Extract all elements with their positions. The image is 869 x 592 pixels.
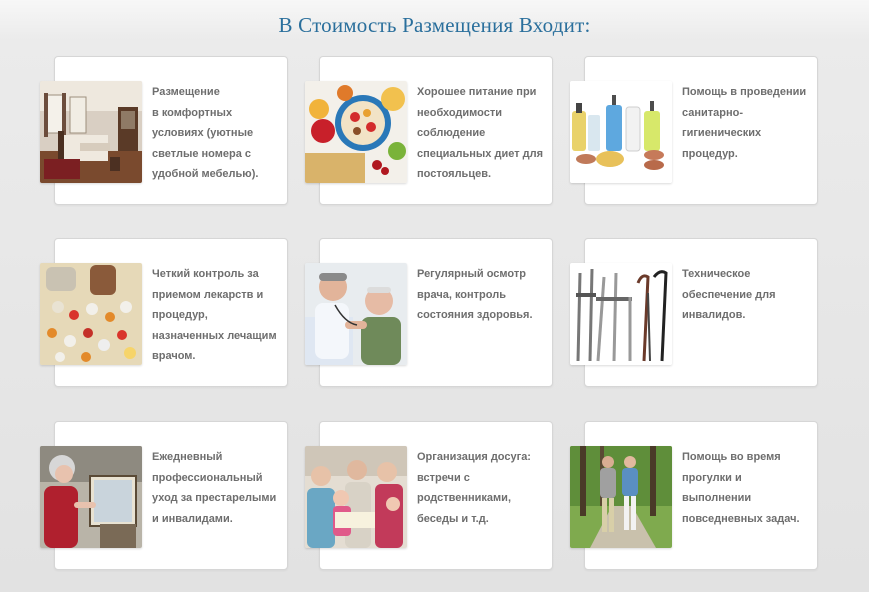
service-card-accommodation bbox=[54, 56, 288, 205]
service-card-walking bbox=[584, 421, 818, 570]
service-text-nutrition: Хорошее питание при необходимости соблюдение специальных диет для постояльцев. bbox=[417, 86, 544, 180]
service-text-walking: Помощь во время прогулки и выполнении повседневных задач. bbox=[682, 451, 800, 525]
service-text-mobility: Техническое обеспечение для инвалидов. bbox=[682, 268, 776, 321]
service-text-leisure: Организация досуга: встречи с родственниками, беседы и т.д. bbox=[417, 451, 531, 525]
service-text-medication: Четкий контроль за приемом лекарств и процедур, назначенных лечащим врачом. bbox=[152, 268, 277, 362]
service-text-hygiene: Помощь в проведении санитарно-гигиенических процедур. bbox=[682, 86, 807, 160]
service-text-daily-care: Ежедневный профессиональный уход за престарелыми и инвалидами. bbox=[152, 451, 277, 525]
walking-couple-photo bbox=[570, 446, 672, 548]
doctor-exam-photo bbox=[305, 263, 407, 365]
hygiene-products-photo bbox=[570, 81, 672, 183]
service-card-doctor bbox=[319, 238, 553, 387]
elderly-painting-photo bbox=[40, 446, 142, 548]
service-card-leisure bbox=[319, 421, 553, 570]
food-photo bbox=[305, 81, 407, 183]
pills-photo bbox=[40, 263, 142, 365]
mobility-aids-photo bbox=[570, 263, 672, 365]
family-reading-photo bbox=[305, 446, 407, 548]
service-card-hygiene bbox=[584, 56, 818, 205]
service-text-doctor: Регулярный осмотр врача, контроль состояния здоровья. bbox=[417, 268, 533, 321]
service-card-nutrition bbox=[319, 56, 553, 205]
service-card-mobility bbox=[584, 238, 818, 387]
service-text-accommodation: Размещение в комфортных условиях (уютные светлые номера с удобной мебелью). bbox=[152, 86, 259, 180]
service-card-daily-care bbox=[54, 421, 288, 570]
service-card-medication bbox=[54, 238, 288, 387]
room-photo bbox=[40, 81, 142, 183]
page-title: В Стоимость Размещения Входит: bbox=[278, 13, 591, 37]
